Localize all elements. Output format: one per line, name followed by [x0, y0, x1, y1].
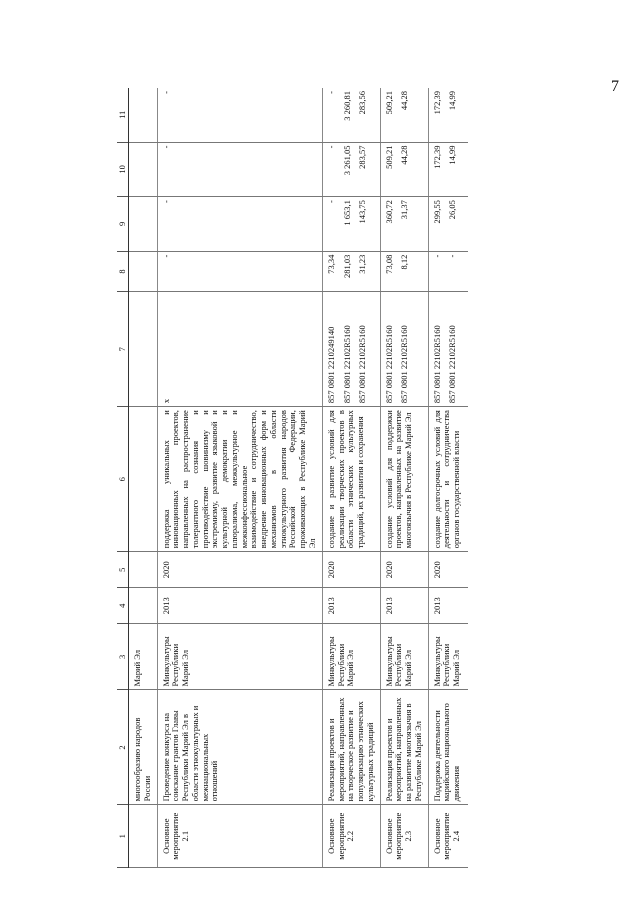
cell-value: -: [160, 145, 171, 149]
col-header-5: 5: [117, 552, 129, 588]
cell-value: 509,21: [383, 145, 394, 169]
cell-c5: 2020: [380, 552, 428, 588]
cell-value: 73,08: [383, 254, 394, 274]
header-row: [117, 88, 129, 868]
cell-c11: [157, 88, 322, 142]
cell-value: 14,99: [447, 91, 458, 111]
cell-c6: создание условий для поддержки проектов, направленных на развитие многоязычия в Республике Марий Эл: [380, 407, 428, 552]
cell-c8: [157, 251, 322, 292]
cell-value: 31,37: [399, 200, 410, 220]
cell-c5: 2020: [428, 552, 468, 588]
table-row: [428, 88, 468, 868]
cell-c4: 2013: [322, 588, 380, 624]
cell-c10: [322, 142, 380, 197]
cell-value: 8,12: [399, 254, 410, 270]
cell-c7: [428, 292, 468, 407]
cell-value: -: [160, 254, 171, 258]
cell-c9: [322, 197, 380, 252]
cell-c4: 2013: [157, 588, 322, 624]
cell-value: 172,39: [431, 91, 442, 115]
cell-value: -: [325, 91, 336, 94]
cell-value: -: [160, 200, 171, 203]
cell-value: 857 0801 2210249140: [325, 326, 336, 404]
cell-c6: поддержка уникальных и инновационных проектов, направленных на распространение толерантного сознания и противодействие шовинизму и экстремизму, развитие языковой и культурной демократии и плюрализма, межкультурное и межконфессиональное взаимодействие и сотрудничество, внедрение инновационных форм и механизмов в области этнокультурного развития народов Российской Федерации, проживающих в Республике Марий Эл: [157, 407, 322, 552]
program-table: [117, 88, 468, 868]
cell-value: x: [160, 398, 171, 404]
cell-value: 3 260,81: [341, 91, 352, 121]
cell-c11: [322, 88, 380, 142]
cell-value: 857 0801 22102R5160: [431, 325, 442, 404]
table-row: [380, 88, 428, 868]
col-header-7: 7: [117, 292, 129, 407]
cell-c1: Основное мероприятие 2.1: [157, 805, 322, 868]
cell-value: 31,23: [357, 254, 368, 274]
cell-value: 299,55: [431, 200, 442, 224]
cell-c5: 2020: [157, 552, 322, 588]
cell-c9: [428, 197, 468, 252]
cell-c1: Основное мероприятие 2.4: [428, 805, 468, 868]
cell-value: -: [431, 254, 442, 258]
cell-c2: Реализация проектов и мероприятий, направленных на творческое развитие и популяризацию этнических культурных традиций: [322, 690, 380, 805]
cell-value: 281,03: [341, 254, 352, 279]
cell-value: 73,34: [325, 254, 336, 274]
col-header-4: 4: [117, 588, 129, 624]
cell-value: 172,39: [431, 145, 442, 169]
col-header-9: 9: [117, 197, 129, 252]
cell-c8: [380, 251, 428, 292]
cell-c9: [380, 197, 428, 252]
cell-c7: [157, 292, 322, 407]
cell-c1: Основное мероприятие 2.2: [322, 805, 380, 868]
cell-value: 857 0801 22102R5160: [399, 325, 410, 404]
cell-c10: [157, 142, 322, 197]
cell-value: -: [160, 91, 171, 94]
cell-value: 857 0801 22102R5160: [357, 325, 368, 404]
cell-c3: Минкультуры Республики Марий Эл: [380, 624, 428, 690]
col-header-8: 8: [117, 251, 129, 292]
carry-over-row: [129, 88, 158, 868]
cell-value: 857 0801 22102R5160: [383, 325, 394, 404]
cell-value: 44,28: [399, 91, 410, 111]
cell-c4: 2013: [380, 588, 428, 624]
cell-c2: Поддержка деятельности марийского национального движения: [428, 690, 468, 805]
cell-value: 509,21: [383, 91, 394, 115]
page-number: 7: [611, 78, 619, 95]
cell-c2: Проведение конкурса на соискание грантов Главы Республики Марий Эл в области этнокультурных и межнациональных отношений: [157, 690, 322, 805]
cell-c3: Минкультуры Республики Марий Эл: [428, 624, 468, 690]
cell-value: 360,72: [383, 200, 394, 224]
cell-c6: создание долгосрочных условий для деятельности и сотрудничества органов государственной власти: [428, 407, 468, 552]
col-header-10: 10: [117, 142, 129, 197]
cell-value: 283,56: [357, 91, 368, 115]
cell-value: 857 0801 22102R5160: [447, 325, 458, 404]
col-header-2: 2: [117, 690, 129, 805]
cell-value: 857 0801 22102R5160: [341, 325, 352, 404]
cell-value: 14,99: [447, 145, 458, 165]
cell-c2: Реализация проектов и мероприятий, направленных на развитие многоязычия в Республике Марий Эл: [380, 690, 428, 805]
col-header-6: 6: [117, 407, 129, 552]
cell-c11: [428, 88, 468, 142]
cell-c4: 2013: [428, 588, 468, 624]
carry-over-goal-text: многообразию народов России: [129, 690, 158, 805]
cell-value: 283,57: [357, 145, 368, 169]
cell-c8: [428, 251, 468, 292]
cell-c7: [380, 292, 428, 407]
col-header-1: 1: [117, 805, 129, 868]
cell-c3: Минкультуры Республики Марий Эл: [322, 624, 380, 690]
cell-c11: [380, 88, 428, 142]
cell-value: 26,05: [447, 200, 458, 220]
cell-value: 1 653,1: [341, 200, 352, 226]
cell-c10: [380, 142, 428, 197]
cell-c9: [157, 197, 322, 252]
col-header-11: 11: [117, 88, 129, 142]
cell-value: 143,75: [357, 200, 368, 224]
cell-c1: Основное мероприятие 2.3: [380, 805, 428, 868]
col-header-3: 3: [117, 624, 129, 690]
cell-c5: 2020: [322, 552, 380, 588]
document-sheet: [117, 88, 519, 868]
cell-value: 44,28: [399, 145, 410, 165]
table-row: [322, 88, 380, 868]
cell-value: -: [325, 200, 336, 203]
cell-value: 3 261,05: [341, 145, 352, 176]
cell-c7: [322, 292, 380, 407]
cell-c8: [322, 251, 380, 292]
cell-c6: создание и развитие условий для реализации творческих проектов в области этнических культурных традиций, их развития и сохранения: [322, 407, 380, 552]
table-row: [157, 88, 322, 868]
cell-value: -: [447, 254, 458, 258]
cell-c10: [428, 142, 468, 197]
cell-c3: Минкультуры Республики Марий Эл: [157, 624, 322, 690]
cell-value: -: [325, 145, 336, 149]
carry-over-executor-text: Марий Эл: [129, 624, 158, 690]
